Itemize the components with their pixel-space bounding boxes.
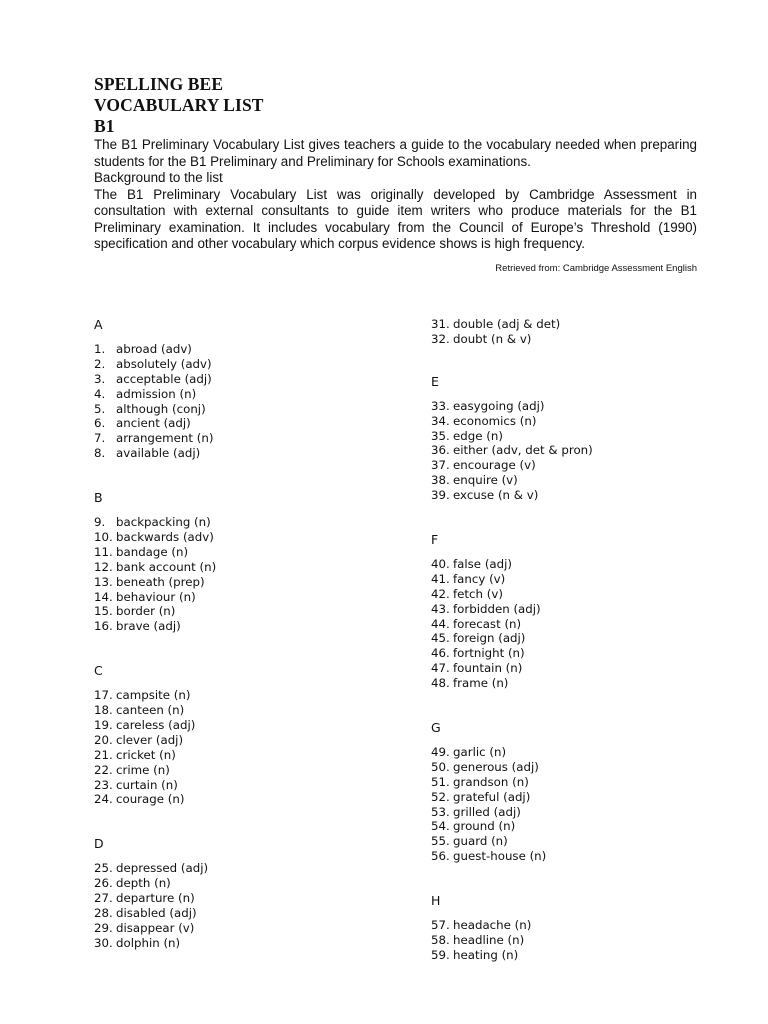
title-level: B1 (94, 116, 115, 136)
vocab-item-number: 14. (94, 589, 113, 604)
background-subheading: Background to the list (94, 170, 223, 185)
vocab-item (94, 891, 394, 906)
vocab-item-number: 9. (94, 515, 106, 530)
vocab-item-number: 13. (94, 574, 113, 589)
vocab-item-number: 26. (94, 876, 113, 891)
vocab-item-number: 55. (431, 834, 450, 849)
letter-section (94, 663, 394, 807)
vocab-item-number: 51. (431, 774, 450, 789)
vocab-item-word: backwards (adv) (116, 530, 214, 545)
vocab-list (94, 861, 394, 950)
vocab-item-word: grandson (n) (453, 774, 529, 789)
vocab-item-word: curtain (n) (116, 777, 178, 792)
vocab-item-word: border (n) (116, 604, 176, 619)
vocab-item (94, 446, 394, 461)
vocab-item-number: 10. (94, 530, 113, 545)
vocab-item (431, 399, 731, 414)
vocab-item (431, 587, 731, 602)
vocab-item-word: available (adj) (116, 446, 201, 461)
vocab-item-word: fetch (v) (453, 586, 503, 601)
vocab-item-word: cricket (n) (116, 747, 176, 762)
vocab-item (94, 604, 394, 619)
vocab-item-number: 32. (431, 331, 450, 346)
vocab-list (94, 342, 394, 461)
vocab-item (94, 688, 394, 703)
section-letter-heading: F (431, 532, 439, 548)
vocab-item-word: false (adj) (453, 557, 513, 572)
vocab-item-word: disappear (v) (116, 920, 195, 935)
vocab-item-word: depth (n) (116, 876, 171, 891)
vocab-item (431, 458, 731, 473)
vocab-item-number: 19. (94, 718, 113, 733)
vocab-item (94, 936, 394, 951)
vocab-item-word: forbidden (adj) (453, 601, 541, 616)
vocab-item (94, 748, 394, 763)
vocab-item-number: 4. (94, 386, 106, 401)
vocab-item (94, 718, 394, 733)
vocab-item-word: guest-house (n) (453, 849, 547, 864)
vocab-item-number: 38. (431, 473, 450, 488)
letter-section (431, 317, 731, 347)
vocab-item (431, 676, 731, 691)
vocab-item-number: 22. (94, 762, 113, 777)
vocab-list (431, 918, 731, 963)
vocab-item-number: 36. (431, 443, 450, 458)
vocab-column-right (431, 317, 731, 992)
vocab-item-number: 42. (431, 586, 450, 601)
vocab-item-number: 5. (94, 401, 106, 416)
vocab-item (431, 617, 731, 632)
vocab-item-number: 12. (94, 559, 113, 574)
vocab-item-number: 34. (431, 413, 450, 428)
vocab-item-number: 2. (94, 356, 106, 371)
vocab-item-number: 1. (94, 342, 106, 356)
vocab-item-word: encourage (v) (453, 458, 536, 473)
vocab-item-number: 24. (94, 792, 113, 807)
letter-section (94, 836, 394, 950)
vocab-item (94, 530, 394, 545)
vocab-item-number: 16. (94, 619, 113, 634)
vocab-item-word: brave (adj) (116, 619, 181, 634)
vocab-item-word: either (adv, det & pron) (453, 443, 593, 458)
vocab-item-word: excuse (n & v) (453, 488, 539, 503)
vocab-item-word: ancient (adj) (116, 416, 191, 431)
vocab-item-number: 43. (431, 601, 450, 616)
vocab-item (94, 387, 394, 402)
vocab-item (431, 745, 731, 760)
vocab-item (94, 703, 394, 718)
vocab-item (431, 443, 731, 458)
vocab-item-word: garlic (n) (453, 745, 507, 760)
vocab-item-word: doubt (n & v) (453, 331, 532, 346)
vocab-item-word: edge (n) (453, 428, 503, 443)
vocab-item-number: 58. (431, 933, 450, 948)
vocab-item-number: 52. (431, 789, 450, 804)
vocab-item-word: generous (adj) (453, 759, 539, 774)
vocab-item-number: 8. (94, 446, 106, 461)
vocab-item-number: 20. (94, 732, 113, 747)
title-spelling-bee: SPELLING BEE (94, 74, 224, 94)
vocab-item (94, 431, 394, 446)
vocab-item-word: economics (n) (453, 413, 537, 428)
vocab-list (431, 399, 731, 503)
vocab-item (431, 948, 731, 963)
vocab-item (431, 918, 731, 933)
section-letter-heading: C (94, 663, 103, 679)
vocab-item-number: 40. (431, 557, 450, 572)
vocab-item-number: 56. (431, 849, 450, 864)
vocab-item (431, 805, 731, 820)
vocab-item-word: abroad (adv) (116, 342, 192, 356)
vocab-item-number: 29. (94, 920, 113, 935)
vocab-item-number: 3. (94, 371, 106, 386)
vocab-column-left (94, 317, 394, 980)
vocab-item-word: backpacking (n) (116, 515, 211, 530)
intro-paragraph: The B1 Preliminary Vocabulary List gives teachers a guide to the vocabulary needed when preparing students for the B1 Preliminary and Preliminary for Schools examinations. (94, 137, 697, 169)
vocab-item-number: 49. (431, 745, 450, 760)
vocab-item (431, 602, 731, 617)
letter-section (431, 374, 731, 503)
vocab-item-word: careless (adj) (116, 718, 196, 733)
vocab-item-number: 59. (431, 947, 450, 962)
vocab-item (94, 416, 394, 431)
vocab-item-word: grateful (adj) (453, 789, 531, 804)
section-letter-heading: H (431, 893, 441, 909)
letter-section (431, 893, 731, 963)
vocab-item (94, 515, 394, 530)
vocab-item (94, 402, 394, 417)
vocab-item-word: beneath (prep) (116, 574, 205, 589)
vocab-item-number: 37. (431, 458, 450, 473)
vocab-item (94, 560, 394, 575)
vocab-item-word: grilled (adj) (453, 804, 521, 819)
vocab-item-number: 46. (431, 646, 450, 661)
vocab-item-word: bandage (n) (116, 544, 189, 559)
vocab-item-word: dolphin (n) (116, 935, 181, 950)
vocab-item-number: 7. (94, 431, 106, 446)
vocab-item-word: fountain (n) (453, 661, 523, 676)
vocab-item-word: headache (n) (453, 918, 532, 933)
vocab-item (431, 429, 731, 444)
vocab-item-word: ground (n) (453, 819, 516, 834)
vocab-item-word: enquire (v) (453, 473, 518, 488)
vocab-item-word: canteen (n) (116, 703, 185, 718)
vocab-item-number: 47. (431, 661, 450, 676)
title-vocabulary-list: VOCABULARY LIST (94, 95, 264, 115)
vocab-item (94, 342, 394, 357)
vocab-item (431, 834, 731, 849)
letter-section (94, 317, 394, 461)
vocab-item-word: disabled (adj) (116, 906, 197, 921)
vocab-item (94, 921, 394, 936)
vocab-list (94, 515, 394, 634)
vocab-item-number: 30. (94, 935, 113, 950)
vocab-list (431, 317, 731, 347)
vocab-item-word: easygoing (adj) (453, 398, 545, 413)
vocab-item-word: acceptable (adj) (116, 371, 212, 386)
vocab-list (431, 557, 731, 691)
vocab-item-word: bank account (n) (116, 559, 217, 574)
vocab-item-number: 39. (431, 488, 450, 503)
vocab-item (431, 473, 731, 488)
background-paragraph: The B1 Preliminary Vocabulary List was originally developed by Cambridge Assessment in consultation with external consultants to guide item writers who produce materials for the B1 Preliminary examination. It includes vocabulary from the Council of Europe’s Threshold (1990) specification and other vocabulary which corpus evidence shows is high frequency. (94, 186, 697, 251)
vocab-item-word: absolutely (adv) (116, 356, 212, 371)
vocab-item-word: headline (n) (453, 933, 525, 948)
vocab-item-word: heating (n) (453, 947, 519, 962)
vocab-item (94, 861, 394, 876)
vocab-item (431, 414, 731, 429)
vocab-item-word: arrangement (n) (116, 431, 214, 446)
letter-section (431, 720, 731, 864)
vocab-item (94, 575, 394, 590)
vocab-item (431, 775, 731, 790)
vocab-item-word: crime (n) (116, 762, 170, 777)
vocab-item (431, 317, 731, 332)
vocab-item-word: clever (adj) (116, 732, 184, 747)
vocab-item (431, 488, 731, 503)
vocab-item (431, 572, 731, 587)
vocab-item (94, 590, 394, 605)
vocab-item (94, 619, 394, 634)
vocab-list (431, 745, 731, 864)
section-letter-heading: G (431, 720, 441, 736)
vocab-item (94, 792, 394, 807)
document-header (94, 74, 697, 275)
section-letter-heading: B (94, 490, 103, 506)
vocab-item (94, 906, 394, 921)
vocab-item-number: 27. (94, 891, 113, 906)
vocab-item (431, 631, 731, 646)
vocab-item-number: 57. (431, 918, 450, 933)
vocab-item-word: admission (n) (116, 386, 197, 401)
vocab-item-word: double (adj & det) (453, 317, 561, 331)
section-letter-heading: D (94, 836, 104, 852)
vocab-item (431, 849, 731, 864)
vocab-item-number: 50. (431, 759, 450, 774)
vocab-item-number: 48. (431, 676, 450, 691)
vocab-item-word: campsite (n) (116, 688, 191, 703)
vocab-item (431, 933, 731, 948)
vocab-item-number: 17. (94, 688, 113, 703)
vocab-item-word: although (conj) (116, 401, 206, 416)
vocab-item-word: frame (n) (453, 676, 509, 691)
letter-section (94, 490, 394, 634)
vocab-item-word: courage (n) (116, 792, 185, 807)
vocab-list (94, 688, 394, 807)
vocab-item-number: 28. (94, 906, 113, 921)
vocab-item-word: foreign (adj) (453, 631, 526, 646)
vocab-item-number: 35. (431, 428, 450, 443)
vocab-item-number: 15. (94, 604, 113, 619)
vocab-item (94, 545, 394, 560)
vocab-item (431, 819, 731, 834)
vocab-item-word: depressed (adj) (116, 861, 209, 876)
vocab-item-number: 33. (431, 398, 450, 413)
vocab-item-number: 31. (431, 317, 450, 331)
vocab-item-number: 21. (94, 747, 113, 762)
vocab-item-number: 23. (94, 777, 113, 792)
section-letter-heading: E (431, 373, 439, 389)
vocab-item-number: 11. (94, 544, 113, 559)
vocab-item (431, 646, 731, 661)
vocab-item (94, 763, 394, 778)
vocab-item (431, 557, 731, 572)
vocab-item-word: fortnight (n) (453, 646, 525, 661)
vocab-item (94, 357, 394, 372)
vocab-item-word: guard (n) (453, 834, 508, 849)
vocab-item (431, 790, 731, 805)
vocab-item-number: 44. (431, 616, 450, 631)
vocab-item-number: 41. (431, 571, 450, 586)
vocab-item (431, 760, 731, 775)
vocab-item (431, 332, 731, 347)
vocab-item-number: 54. (431, 819, 450, 834)
vocab-item (94, 733, 394, 748)
vocab-item-word: behaviour (n) (116, 589, 196, 604)
source-credit: Retrieved from: Cambridge Assessment English (495, 262, 697, 274)
letter-section (431, 532, 731, 691)
vocab-item-word: fancy (v) (453, 571, 506, 586)
vocab-item (94, 778, 394, 793)
vocab-item-number: 18. (94, 703, 113, 718)
vocab-item-word: forecast (n) (453, 616, 522, 631)
vocab-item-number: 53. (431, 804, 450, 819)
vocab-item (431, 661, 731, 676)
vocab-item-number: 25. (94, 861, 113, 876)
vocab-item-number: 45. (431, 631, 450, 646)
vocab-item (94, 876, 394, 891)
vocab-item (94, 372, 394, 387)
vocab-item-number: 6. (94, 416, 106, 431)
section-letter-heading: A (94, 317, 103, 332)
vocab-item-word: departure (n) (116, 891, 195, 906)
